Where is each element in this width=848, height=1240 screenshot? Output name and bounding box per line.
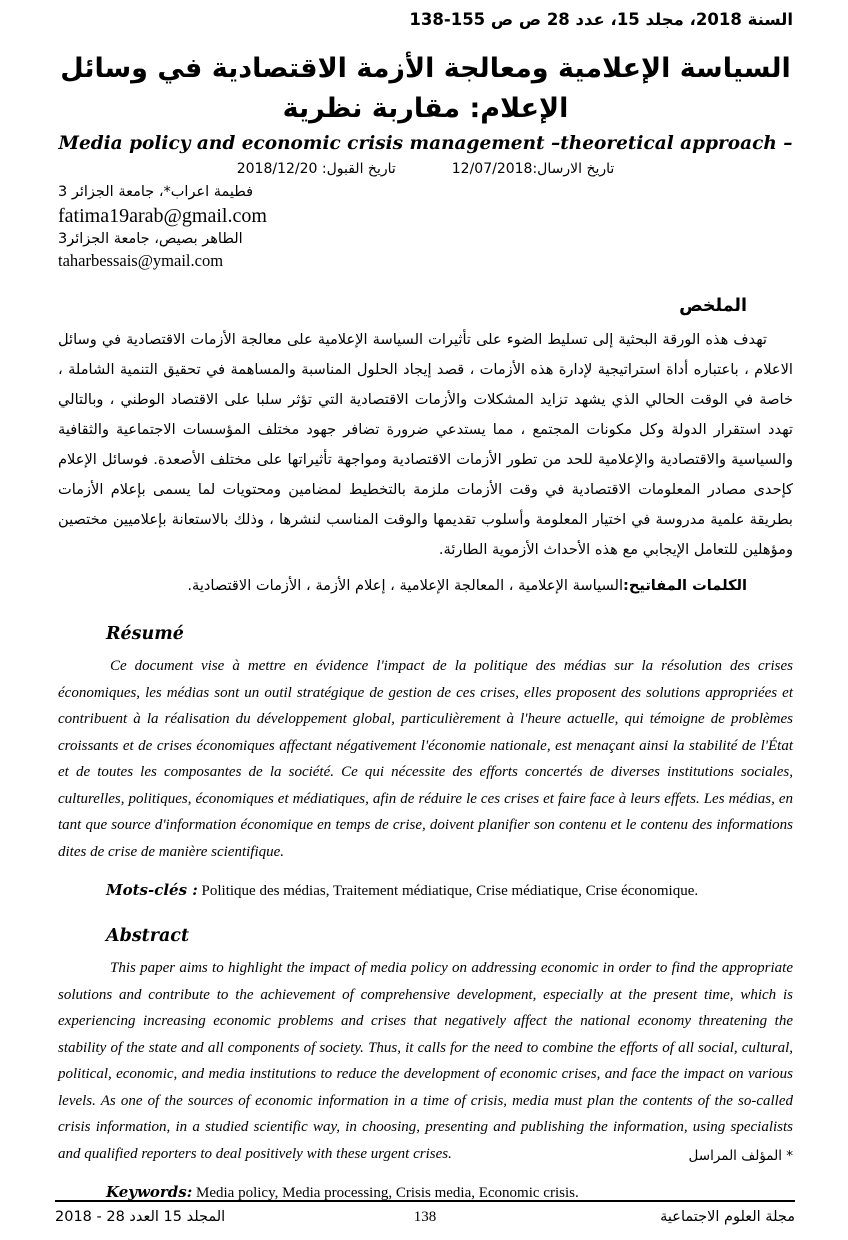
keywords-arabic-label: الكلمات المفاتيح: <box>623 577 747 594</box>
article-title-english: Media policy and economic crisis management –theoretical approach – <box>58 133 793 154</box>
article-title-arabic: السياسة الإعلامية ومعالجة الأزمة الاقتصادية في وسائل الإعلام: مقاربة نظرية <box>60 53 791 124</box>
page-footer <box>55 1200 795 1226</box>
abstract-english-body: This paper aims to highlight the impact of media policy on addressing economic in order to find the appropriate solutions and contribute to the achievement of comprehensive development, especially at the present time, which is experiencing increasing economic problems and crises that negatively affect the national economy threatening the stability of the state and all components of society. Thus, it calls for the need to combine the efforts of all social, cultural, political, economic, and media institutions to reduce the development of economic crises, and face the impact on various levels. As one of the sources of economic information in a time of crisis, media must plan the contents of the so-called crisis information, in a studied scientific way, in choosing, presenting and publishing the information, using specialists and qualified reporters to deal positively with these urgent crises. <box>58 960 793 1162</box>
keywords-english-label: Keywords: <box>106 1183 193 1201</box>
authors-block <box>58 182 793 272</box>
resume-heading: Résumé <box>106 624 184 644</box>
footer-journal-name: مجلة العلوم الاجتماعية <box>660 1209 796 1225</box>
author-email: fatima19arab@gmail.com <box>58 205 267 227</box>
abstract-arabic-heading: الملخص <box>679 296 747 316</box>
footer-page-number: 138 <box>413 1209 437 1225</box>
corresponding-author-footnote: * المؤلف المراسل <box>688 1148 793 1164</box>
mots-cles-line <box>106 879 793 902</box>
author-entry <box>58 182 793 229</box>
mots-cles-values: Politique des médias, Traitement médiatique, Crise médiatique, Crise économique. <box>197 883 699 899</box>
author-name: الطاهر بصيص، جامعة الجزائر3 <box>58 231 243 247</box>
keywords-arabic-values: السياسة الإعلامية ، المعالجة الإعلامية ، إعلام الأزمة ، الأزمات الاقتصادية. <box>187 577 624 594</box>
keywords-arabic-line <box>58 572 793 600</box>
date-accepted: تاريخ القبول: 2018/12/20 <box>236 161 396 177</box>
author-entry <box>58 229 793 272</box>
keywords-english-values: Media policy, Media processing, Crisis media, Economic crisis. <box>192 1185 579 1201</box>
date-received: تاريخ الارسال:12/07/2018 <box>451 161 615 177</box>
abstract-english-heading: Abstract <box>106 926 190 946</box>
submission-dates-row <box>58 159 793 179</box>
author-name: فطيمة اعراب*، جامعة الجزائر 3 <box>58 184 254 200</box>
resume-body: Ce document vise à mettre en évidence l'impact de la politique des médias sur la résolution des crises économiques, les médias sont un outil stratégique de gestion de ces crises, elles proposent des solutions appropriées et contribuent à la réalisation du développement global, particulièrement à l'heure actuelle, qui témoigne de problèmes croissants et de crises économiques affectant négativement l'économie nationale, est menaçant ainsi la stabilité de l'État et de toutes les composantes de la société. Ce qui nécessite des efforts concertés de diverses institutions sociales, culturelles, politiques, économiques et médiatiques, afin de réduire le ces crises et faire face à leurs effets. Les médias, en tant que source d'information économique en temps de crise, doivent planifier son contenu et le contenu des informations dites de crise de manière scientifique. <box>58 658 793 860</box>
footer-volume-issue: المجلد 15 العدد 28 - 2018 <box>55 1209 226 1225</box>
journal-issue-meta: السنة 2018، مجلد 15، عدد 28 ص ص 155-138 <box>409 10 793 29</box>
author-email: taharbessais@ymail.com <box>58 251 224 270</box>
mots-cles-label: Mots-clés : <box>106 881 198 899</box>
abstract-arabic-body: تهدف هذه الورقة البحثية إلى تسليط الضوء على تأثيرات السياسة الإعلامية على معالجة الأزمات الاقتصادية في وسائل الاعلام ، باعتباره أداة استراتيجية لإدارة هذه الأزمات ، قصد إيجاد الحلول المناسبة والمساهمة في تحقيق التنمية الشاملة ، خاصة في الوقت الحالي الذي يشهد تزايد المشكلات والأزمات الاقتصادية التي تؤثر سلبا على الاقتصاد الوطني ، وبالتالي تهدد استقرار الدولة وكل مكونات المجتمع ، مما يستدعي ضرورة تضافر جهود مختلف المؤسسات الاجتماعية والثقافية والسياسية والاقتصادية والإعلامية للحد من تطور الأزمات الاقتصادية ومواجهة تأثيراتها على مختلف الأصعدة. فوسائل الإعلام كإحدى مصادر المعلومات الاقتصادية في وقت الأزمات ملزمة بالتخطيط لمضامين ومحتويات لما يسمى بإعلام الأزمات بطريقة علمية مدروسة في اختيار المعلومة وأسلوب تقديمها والوقت المناسب لنشرها ، وذلك بالاستعانة بإعلاميين مختصين ومؤهلين للتعامل الإيجابي مع هذه الأحداث الأزموية الطارئة. <box>58 331 793 558</box>
